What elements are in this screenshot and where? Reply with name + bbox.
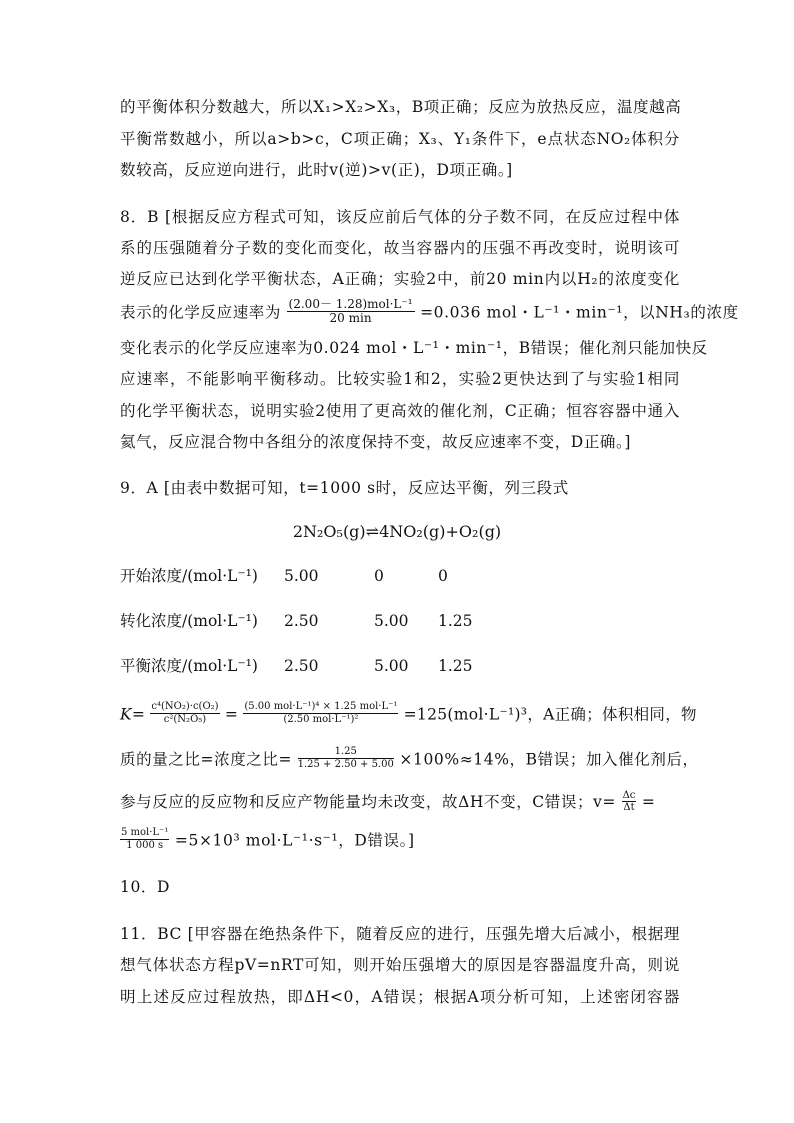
k-equals: = bbox=[224, 705, 239, 724]
p8-line-1: 8．B [根据反应方程式可知，该反应前后气体的分子数不同，在反应过程中体 bbox=[120, 208, 680, 226]
p9-line-3-post: ×100%≈14%，B错误；加入催化剂后， bbox=[399, 750, 699, 769]
rate-denominator: 1 000 s bbox=[126, 840, 164, 851]
p9-table-row-start bbox=[120, 565, 680, 587]
p8-line-4-post: =0.036 mol・L⁻¹・min⁻¹，以NH₃的浓度 bbox=[420, 303, 739, 322]
p9-line-4 bbox=[120, 791, 680, 815]
k-numerator-1: c⁴(NO₂)·c(O₂) bbox=[151, 701, 219, 712]
p9-line-4-pre: 参与反应的反应物和反应产物能量均未改变，故ΔH不变，C错误；v= bbox=[120, 793, 617, 811]
p8-line-4 bbox=[120, 297, 739, 327]
p8-line-8: 氦气，反应混合物中各组分的浓度保持不变，故反应速率不变，D正确。] bbox=[120, 433, 632, 451]
ratio-denominator: 1.25 + 2.50 + 5.00 bbox=[297, 759, 394, 770]
table-cell: 0 bbox=[438, 567, 448, 585]
rate-numerator: 5 mol·L⁻¹ bbox=[121, 827, 169, 838]
p8-line-3: 逆反应已达到化学平衡状态，A正确；实验2中，前20 min内以H₂的浓度变化 bbox=[120, 270, 680, 288]
table-cell: 2.50 bbox=[284, 612, 319, 630]
p7-line-1: 的平衡体积分数越大，所以X₁>X₂>X₃，B项正确；反应为放热反应，温度越高 bbox=[120, 98, 682, 116]
k-fraction-1 bbox=[150, 701, 219, 726]
k-result: =125(mol·L⁻¹)³，A正确；体积相同，物 bbox=[403, 705, 697, 724]
p11-line-2: 想气体状态方程pV=nRT可知，则开始压强增大的原因是容器温度升高，则说 bbox=[120, 956, 680, 974]
ratio-numerator: 1.25 bbox=[298, 746, 394, 759]
p8-line-6: 应速率，不能影响平衡移动。比较实验1和2，实验2更快达到了与实验1相同 bbox=[120, 370, 680, 388]
ratio-fraction bbox=[298, 746, 394, 771]
p9-table-row-change bbox=[120, 610, 680, 632]
p9-line-4-post: = bbox=[641, 793, 656, 811]
p8-rate-denominator: 20 min bbox=[329, 311, 372, 325]
p7-line-2: 平衡常数越小，所以a>b>c，C项正确；X₃、Y₁条件下，e点状态NO₂体积分 bbox=[120, 130, 680, 148]
table-row-label: 平衡浓度/(mol·L⁻¹) bbox=[120, 657, 258, 675]
k-fraction-2 bbox=[243, 701, 398, 726]
p7-line-3: 数较高，反应逆向进行，此时v(逆)>v(正)，D项正确。] bbox=[120, 161, 513, 179]
table-cell: 5.00 bbox=[374, 657, 409, 675]
p9-k-expression bbox=[120, 701, 697, 728]
p8-line-4-pre: 表示的化学反应速率为 bbox=[120, 303, 282, 322]
table-cell: 5.00 bbox=[374, 612, 409, 630]
k-denominator-1: c²(N₂O₅) bbox=[163, 714, 207, 725]
velocity-denominator: Δt bbox=[623, 801, 635, 813]
table-row-label: 转化浓度/(mol·L⁻¹) bbox=[120, 612, 258, 630]
rate-fraction bbox=[120, 827, 169, 852]
table-cell: 1.25 bbox=[438, 657, 473, 675]
p9-table-row-equilibrium bbox=[120, 655, 680, 677]
p9-line-3-pre: 质的量之比=浓度之比= bbox=[120, 750, 293, 769]
p8-line-2: 系的压强随着分子数的变化而变化，故当容器内的压强不再改变时，说明该可 bbox=[120, 239, 680, 257]
p10-line-1: 10．D bbox=[120, 878, 171, 896]
p8-line-5: 变化表示的化学反应速率为0.024 mol・L⁻¹・min⁻¹，B错误；催化剂只能加快反 bbox=[120, 339, 708, 357]
k-numerator-2: (5.00 mol·L⁻¹)⁴ × 1.25 mol·L⁻¹ bbox=[244, 701, 398, 712]
velocity-numerator: Δc bbox=[622, 789, 636, 801]
table-cell: 5.00 bbox=[284, 567, 319, 585]
k-prefix: K= bbox=[120, 705, 146, 724]
p11-line-3: 明上述反应过程放热，即ΔH<0，A错误；根据A项分析可知，上述密闭容器 bbox=[120, 988, 680, 1006]
p8-line-7: 的化学平衡状态，说明实验2使用了更高效的催化剂，C正确；恒容容器中通入 bbox=[120, 402, 680, 420]
p9-line-1: 9．A [由表中数据可知，t=1000 s时，反应达平衡，列三段式 bbox=[120, 479, 569, 497]
p9-line-5 bbox=[120, 829, 680, 854]
table-cell: 0 bbox=[374, 567, 384, 585]
table-cell: 2.50 bbox=[284, 657, 319, 675]
table-cell: 1.25 bbox=[438, 612, 473, 630]
k-denominator-2: (2.50 mol·L⁻¹)² bbox=[283, 714, 359, 725]
p8-rate-numerator: (2.00－ 1.28)mol·L⁻¹ bbox=[288, 297, 413, 311]
table-row-label: 开始浓度/(mol·L⁻¹) bbox=[120, 567, 258, 585]
p9-line-3 bbox=[120, 746, 699, 773]
p8-rate-fraction bbox=[287, 298, 415, 325]
velocity-fraction bbox=[622, 790, 637, 813]
p9-line-5-post: =5×10³ mol·L⁻¹·s⁻¹，D错误。] bbox=[174, 831, 415, 850]
p11-line-1: 11．BC [甲容器在绝热条件下，随着反应的进行，压强先增大后减小，根据理 bbox=[120, 925, 680, 943]
p9-reaction-equation: 2N₂O₅(g)⇌4NO₂(g)+O₂(g) bbox=[292, 522, 502, 541]
